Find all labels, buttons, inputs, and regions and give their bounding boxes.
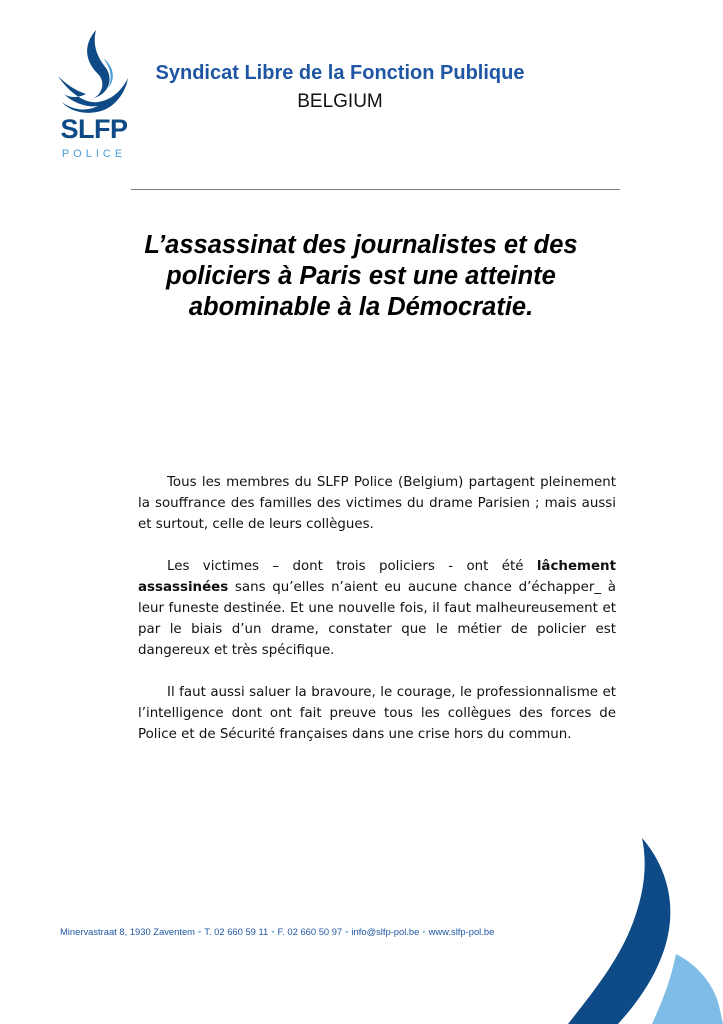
slfp-logo	[52, 28, 136, 164]
logo-wordmark: SLFP	[60, 114, 128, 144]
organization-country: BELGIUM	[297, 91, 383, 112]
paragraph-2-emphasis: lâchement assassinées	[138, 559, 616, 595]
footer-website-link[interactable]: www.slfp-pol.be	[428, 926, 495, 937]
footer-contact	[60, 925, 580, 939]
paragraph-2-start: Les victimes – dont trois policiers - ont été	[167, 559, 537, 574]
logo-subtitle: POLICE	[61, 148, 127, 160]
footer-email-link[interactable]: info@slfp-pol.be	[351, 926, 420, 937]
paragraph-2-end: sans qu’elles n’aient eu aucune chance d’échapper_ à leur funeste destinée. Et une nouvelle fois, il faut malheureusement et par le biais d’un drame, constater que le métier de policier est dangereux et très spécifique.	[138, 580, 616, 658]
footer-separator: •	[345, 926, 349, 937]
footer-separator: •	[422, 926, 426, 937]
blue-flame-decoration-icon	[560, 838, 723, 1024]
footer-separator: •	[197, 926, 202, 937]
footer-separator: •	[271, 926, 275, 937]
paragraph-2	[138, 556, 616, 661]
paragraph-1: Tous les membres du SLFP Police (Belgium) partagent pleinement la souffrance des familles des victimes du drame Parisien ; mais aussi et surtout, celle de leurs collègues.	[138, 475, 616, 532]
page-title: L’assassinat des journalistes et des policiers à Paris est une atteinte abominable à la Démocratie.	[144, 231, 578, 321]
organization-name: Syndicat Libre de la Fonction Publique	[155, 62, 525, 84]
footer-phone: T. 02 660 59 11	[204, 926, 269, 937]
footer-address: Minervastraat 8, 1930 Zaventem	[60, 926, 195, 937]
slfp-flame-hand-icon	[56, 28, 132, 114]
document-body	[138, 472, 616, 766]
paragraph-3: Il faut aussi saluer la bravoure, le courage, le professionnalisme et l’intelligence dont ont fait preuve tous les collègues des forces de Police et de Sécurité françaises dans une crise hors du commun.	[138, 685, 616, 742]
footer-fax: F. 02 660 50 97	[277, 926, 343, 937]
header-divider	[131, 189, 620, 190]
